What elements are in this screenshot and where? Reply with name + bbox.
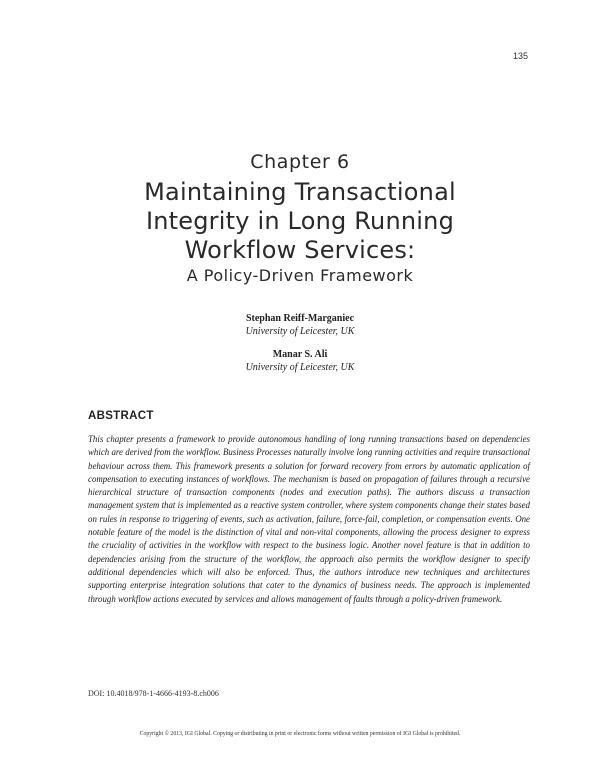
page-number: 135 — [512, 51, 528, 61]
chapter-heading — [0, 150, 600, 286]
chapter-subtitle: A Policy-Driven Framework — [186, 266, 414, 285]
chapter-title-line-2: Integrity in Long Running — [145, 207, 455, 235]
author-list — [0, 312, 600, 374]
chapter-title-line-3: Workflow Services: — [184, 236, 416, 264]
copyright-notice: Copyright © 2013, IGI Global. Copying or distributing in print or electronic forms without written permission of IGI Global is prohibited. — [139, 731, 461, 737]
doi-line: DOI: 10.4018/978-1-4666-4193-8.ch006 — [88, 689, 219, 698]
abstract-heading: ABSTRACT — [88, 410, 154, 422]
chapter-title-line-1: Maintaining Transactional — [144, 178, 456, 206]
author-name: Manar S. Ali — [272, 349, 328, 360]
author-affiliation: University of Leicester, UK — [245, 326, 355, 337]
abstract-body: This chapter presents a framework to provide autonomous handling of long running transactions based on dependencies which are derived from the workflow. Business Processes naturally involve long running activities and require transactional behaviour across them. This framework presents a solution for forward recovery from errors by automatic application of compensation to executing instances of workflows. The mechanism is based on propagation of failures through a recursive hierarchical structure of transaction components (nodes and execution paths). The authors discuss a transaction management system that is implemented as a reactive system controller, where system components change their states based on rules in response to triggering of events, such as activation, failure, force-fail, completion, or compensation events. One notable feature of the model is the distinction of vital and non-vital components, allowing the process designer to express the cruciality of activities in the workflow with respect to the business logic. Another novel feature is that in addition to dependencies arising from the structure of the workflow, the approach also permits the workflow designer to specify additional dependencies which will also be enforced. Thus, the authors introduce new techniques and architectures supporting enterprise integration solutions that cater to the dynamics of business needs. The approach is implemented through workflow actions executed by services and allows management of faults through a policy-driven framework. — [88, 434, 530, 604]
author-name: Stephan Reiff-Marganiec — [245, 313, 355, 324]
chapter-label: Chapter 6 — [250, 151, 350, 173]
author-affiliation: University of Leicester, UK — [245, 362, 355, 373]
